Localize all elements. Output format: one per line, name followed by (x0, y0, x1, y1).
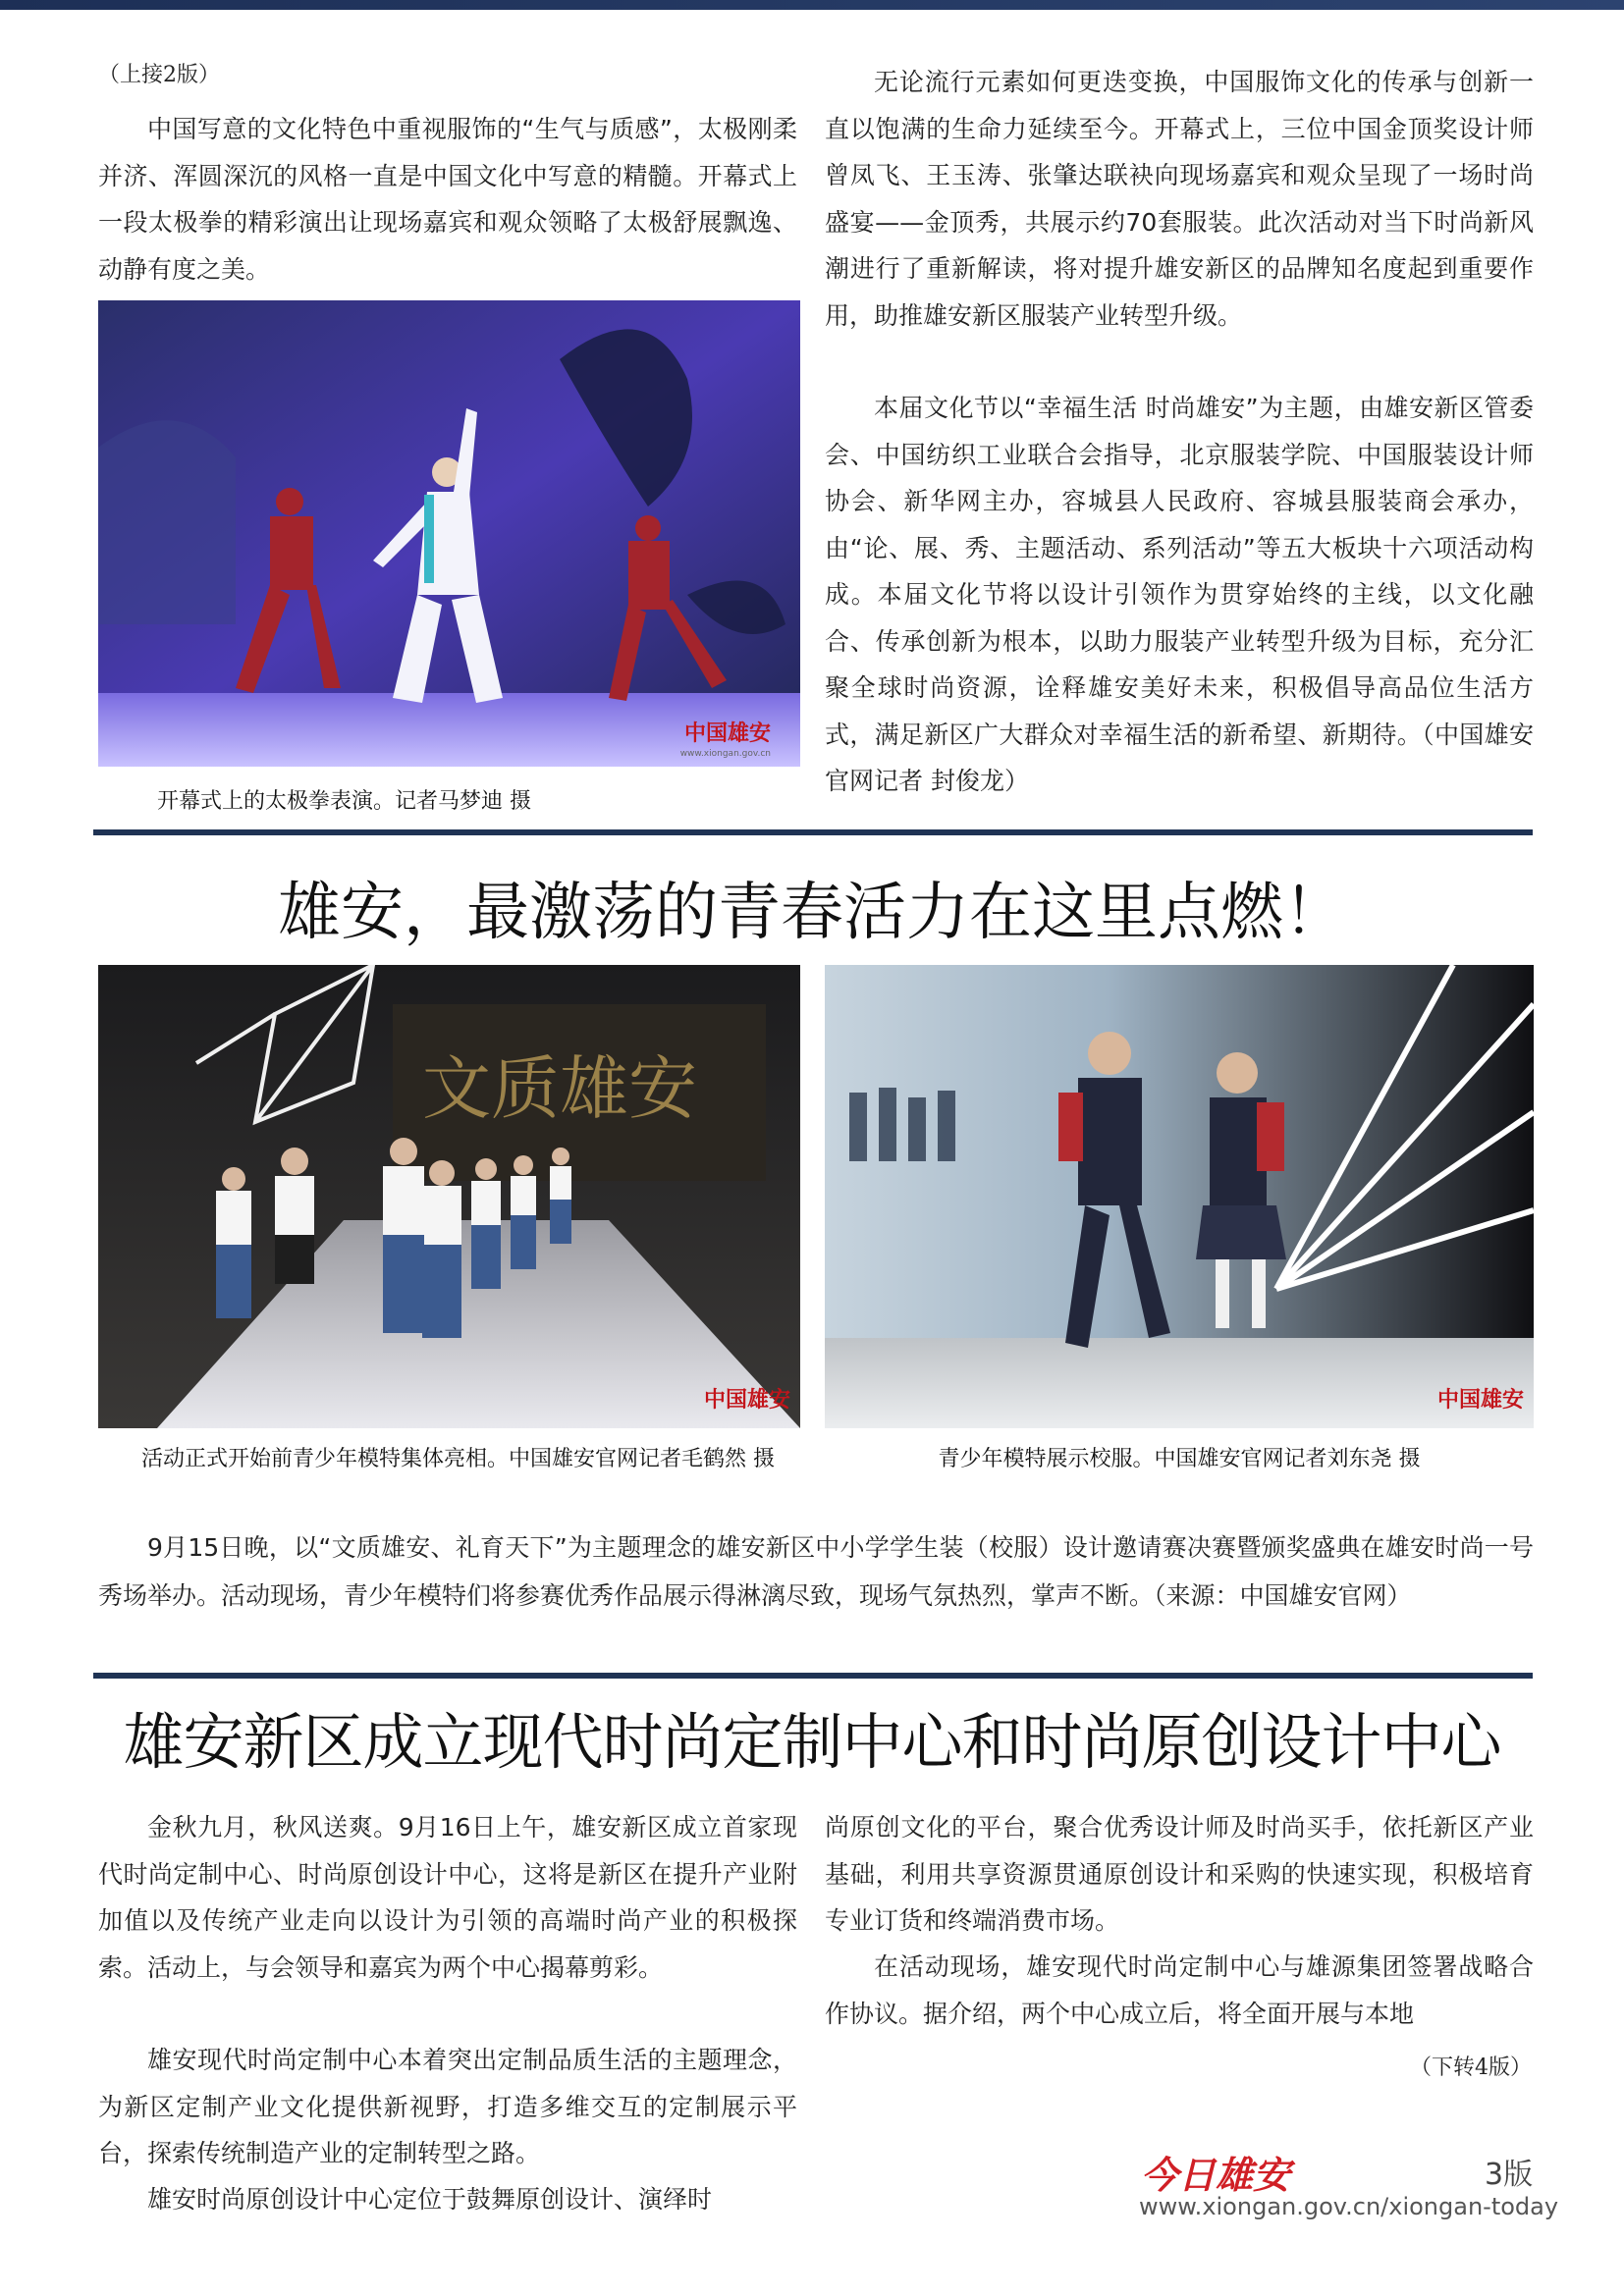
photo-watermark-url: www.xiongan.gov.cn (679, 749, 771, 759)
uniform-contest-paragraph: 9月15日晚，以“文质雄安、礼育天下”为主题理念的雄安新区中小学学生装（校服）设计邀请赛决赛暨颁奖盛典在雄安时尚一号秀场举办。活动现场，青少年模特们将参赛优秀作品展示得淋漓尽致，现场气氛热烈，掌声不断。（来源：中国雄安官网） (98, 1533, 1534, 1610)
fashion-show-paragraph: 无论流行元素如何更迭变换，中国服饰文化的传承与创新一直以饱满的生命力延续至今。开幕式上，三位中国金顶奖设计师曾凤飞、王玉涛、张肇达联袂向现场嘉宾和观众呈现了一场时尚盛宴——金顶秀，共展示约70套服装。此次活动对当下时尚新风潮进行了重新解读，将对提升雄安新区的品牌知名度起到重要作用，助推雄安新区服装产业转型升级。 (825, 68, 1534, 330)
section-divider-1 (93, 829, 1533, 835)
design-center-continued-paragraph: 尚原创文化的平台，聚合优秀设计师及时尚买手，依托新区产业基础，利用共享资源贯通原创设计和采购的快速实现，积极培育专业订货和终端消费市场。 (825, 1813, 1534, 1935)
school-uniform-caption: 青少年模特展示校服。中国雄安官网记者刘东尧 摄 (938, 1447, 1421, 1471)
group-models-caption: 活动正式开始前青少年模特集体亮相。中国雄安官网记者毛鹤然 摄 (141, 1447, 775, 1471)
photo-watermark: 中国雄安 (1436, 1387, 1524, 1413)
custom-center-paragraph: 雄安现代时尚定制中心本着突出定制品质生活的主题理念，为新区定制产业文化提供新视野，打造多维交互的定制展示平台，探索传统制造产业的定制转型之路。 (98, 2046, 797, 2167)
festival-theme-paragraph: 本届文化节以“幸福生活 时尚雄安”为主题，由雄安新区管委会、中国纺织工业联合会指导，北京服装学院、中国服装设计师协会、新华网主办，容城县人民政府、容城县服装商会承办，由“论、展、秀、主题活动、系列活动”等五大板块十六项活动构成。本届文化节将以设计引领作为贯穿始终的主线，以文化融合、传承创新为根本，以助力服装产业转型升级为目标，充分汇聚全球时尚资源，诠释雄安美好未来，积极倡导高品位生活方式，满足新区广大群众对幸福生活的新希望、新期待。（中国雄安官网记者 封俊龙） (825, 394, 1534, 795)
page-number: 3版 (1485, 2158, 1534, 2192)
photo-watermark: 中国雄安 (683, 721, 771, 746)
continued-from-note: （上接2版） (98, 63, 220, 87)
design-centers-headline: 雄安新区成立现代时尚定制中心和时尚原创设计中心 (123, 1706, 1501, 1778)
backdrop-text: 文质雄安 (422, 1048, 697, 1129)
section-divider-2 (93, 1673, 1533, 1679)
top-color-bar (0, 0, 1624, 10)
continued-to-note: （下转4版） (1410, 2056, 1532, 2080)
centers-intro-paragraph: 金秋九月，秋风送爽。9月16日上午，雄安新区成立首家现代时尚定制中心、时尚原创设计中心，这将是新区在提升产业附加值以及传统产业走向以设计为引领的高端时尚产业的积极探索。活动上，与会领导和嘉宾为两个中心揭幕剪彩。 (98, 1813, 797, 1982)
taiji-paragraph: 中国写意的文化特色中重视服饰的“生气与质感”，太极刚柔并济、浑圆深沉的风格一直是中国文化中写意的精髓。开幕式上一段太极拳的精彩演出让现场嘉宾和观众领略了太极舒展飘逸、动静有度之美。 (98, 115, 797, 284)
taiji-photo-caption: 开幕式上的太极拳表演。记者马梦迪 摄 (157, 789, 531, 814)
group-models-photo (98, 965, 800, 1428)
footer-url[interactable]: www.xiongan.gov.cn/xiongan-today (1139, 2193, 1559, 2220)
taiji-photo (98, 300, 800, 767)
design-center-paragraph: 雄安时尚原创设计中心定位于鼓舞原创设计、演绎时 (147, 2185, 713, 2214)
newspaper-brand: 今日雄安 (1141, 2153, 1291, 2197)
photo-watermark: 中国雄安 (703, 1387, 790, 1413)
cooperation-paragraph: 在活动现场，雄安现代时尚定制中心与雄源集团签署战略合作协议。据介绍，两个中心成立后，将全面开展与本地 (825, 1952, 1534, 2028)
school-uniform-photo (825, 965, 1534, 1428)
youth-vitality-headline: 雄安，最激荡的青春活力在这里点燃！ (278, 877, 1346, 949)
